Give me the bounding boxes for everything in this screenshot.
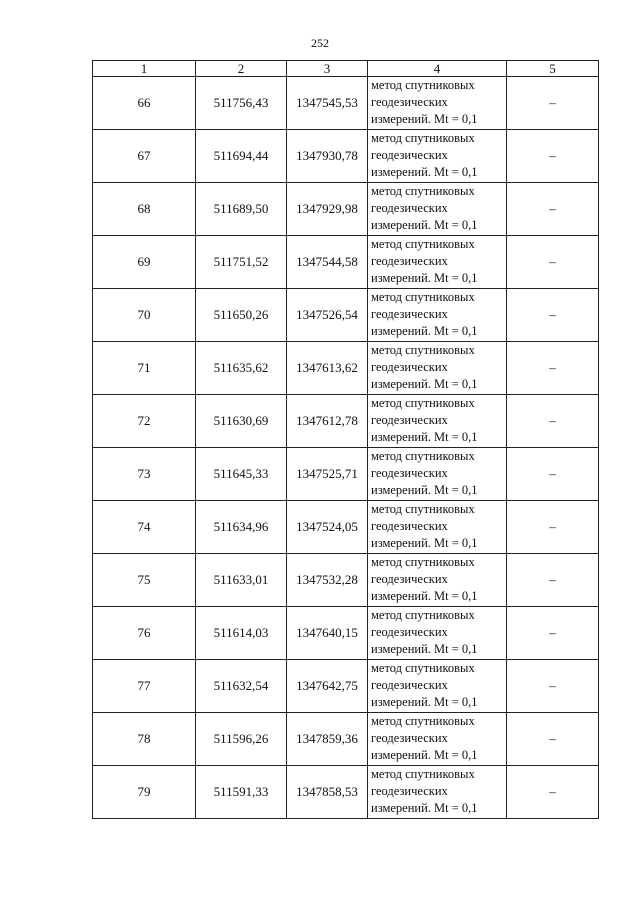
table-row: [93, 660, 599, 713]
table-row: [93, 130, 599, 183]
method-description: [368, 77, 507, 130]
coordinate-x: 511591,33: [196, 766, 287, 819]
coordinate-y: 1347524,05: [287, 501, 368, 554]
method-line-2: геодезических: [371, 360, 448, 374]
table-row: [93, 766, 599, 819]
coordinate-y: 1347613,62: [287, 342, 368, 395]
method-description: [368, 183, 507, 236]
coordinate-y: 1347859,36: [287, 713, 368, 766]
method-line-2: геодезических: [371, 625, 448, 639]
coordinate-x: 511756,43: [196, 77, 287, 130]
table-row: [93, 554, 599, 607]
coordinate-x: 511645,33: [196, 448, 287, 501]
method-description: [368, 713, 507, 766]
method-line-3: измерений. Mt = 0,1: [371, 642, 478, 656]
column-5-value: –: [507, 713, 599, 766]
table-row: [93, 395, 599, 448]
coordinate-x: 511650,26: [196, 289, 287, 342]
method-line-2: геодезических: [371, 784, 448, 798]
table-body: [93, 77, 599, 819]
method-description: [368, 766, 507, 819]
column-5-value: –: [507, 448, 599, 501]
method-description: [368, 554, 507, 607]
coordinate-x: 511633,01: [196, 554, 287, 607]
point-number: 69: [93, 236, 196, 289]
coordinate-y: 1347930,78: [287, 130, 368, 183]
method-line-3: измерений. Mt = 0,1: [371, 695, 478, 709]
method-description: [368, 607, 507, 660]
coordinate-x: 511596,26: [196, 713, 287, 766]
method-line-2: геодезических: [371, 307, 448, 321]
method-line-1: метод спутниковых: [371, 449, 475, 463]
method-line-1: метод спутниковых: [371, 714, 475, 728]
column-5-value: –: [507, 236, 599, 289]
point-number: 77: [93, 660, 196, 713]
point-number: 67: [93, 130, 196, 183]
method-line-3: измерений. Mt = 0,1: [371, 430, 478, 444]
table-row: [93, 183, 599, 236]
method-description: [368, 289, 507, 342]
column-5-value: –: [507, 607, 599, 660]
method-line-2: геодезических: [371, 519, 448, 533]
table-row: [93, 77, 599, 130]
coordinate-x: 511694,44: [196, 130, 287, 183]
method-line-1: метод спутниковых: [371, 608, 475, 622]
method-line-3: измерений. Mt = 0,1: [371, 748, 478, 762]
method-line-1: метод спутниковых: [371, 502, 475, 516]
column-5-value: –: [507, 766, 599, 819]
table-row: [93, 448, 599, 501]
method-line-3: измерений. Mt = 0,1: [371, 218, 478, 232]
method-line-3: измерений. Mt = 0,1: [371, 589, 478, 603]
method-line-1: метод спутниковых: [371, 767, 475, 781]
coordinate-x: 511630,69: [196, 395, 287, 448]
method-line-1: метод спутниковых: [371, 184, 475, 198]
coordinate-x: 511614,03: [196, 607, 287, 660]
method-description: [368, 660, 507, 713]
column-header-3: 3: [287, 61, 368, 77]
column-5-value: –: [507, 660, 599, 713]
method-line-1: метод спутниковых: [371, 78, 475, 92]
method-description: [368, 130, 507, 183]
table-row: [93, 342, 599, 395]
method-line-3: измерений. Mt = 0,1: [371, 324, 478, 338]
coordinates-table: [92, 60, 599, 819]
coordinate-x: 511751,52: [196, 236, 287, 289]
method-line-2: геодезических: [371, 148, 448, 162]
point-number: 78: [93, 713, 196, 766]
method-line-1: метод спутниковых: [371, 131, 475, 145]
column-5-value: –: [507, 130, 599, 183]
coordinate-y: 1347858,53: [287, 766, 368, 819]
method-line-1: метод спутниковых: [371, 343, 475, 357]
method-line-1: метод спутниковых: [371, 290, 475, 304]
coordinate-y: 1347612,78: [287, 395, 368, 448]
column-5-value: –: [507, 183, 599, 236]
method-line-3: измерений. Mt = 0,1: [371, 536, 478, 550]
coordinate-y: 1347525,71: [287, 448, 368, 501]
method-line-3: измерений. Mt = 0,1: [371, 801, 478, 815]
column-header-1: 1: [93, 61, 196, 77]
coordinate-x: 511634,96: [196, 501, 287, 554]
method-line-2: геодезических: [371, 466, 448, 480]
method-line-3: измерений. Mt = 0,1: [371, 271, 478, 285]
coordinate-y: 1347640,15: [287, 607, 368, 660]
coordinate-y: 1347642,75: [287, 660, 368, 713]
method-line-1: метод спутниковых: [371, 661, 475, 675]
table-row: [93, 236, 599, 289]
method-line-2: геодезических: [371, 95, 448, 109]
column-header-5: 5: [507, 61, 599, 77]
table-header-row: [93, 61, 599, 77]
coordinate-x: 511632,54: [196, 660, 287, 713]
method-line-2: геодезических: [371, 572, 448, 586]
method-line-2: геодезических: [371, 731, 448, 745]
point-number: 79: [93, 766, 196, 819]
method-line-2: геодезических: [371, 201, 448, 215]
column-5-value: –: [507, 77, 599, 130]
method-description: [368, 395, 507, 448]
method-line-3: измерений. Mt = 0,1: [371, 483, 478, 497]
point-number: 71: [93, 342, 196, 395]
coordinate-y: 1347532,28: [287, 554, 368, 607]
method-line-1: метод спутниковых: [371, 555, 475, 569]
point-number: 70: [93, 289, 196, 342]
point-number: 68: [93, 183, 196, 236]
table-row: [93, 607, 599, 660]
method-line-3: измерений. Mt = 0,1: [371, 165, 478, 179]
column-header-2: 2: [196, 61, 287, 77]
coordinate-y: 1347544,58: [287, 236, 368, 289]
method-line-3: измерений. Mt = 0,1: [371, 112, 478, 126]
method-line-2: геодезических: [371, 254, 448, 268]
column-5-value: –: [507, 289, 599, 342]
point-number: 76: [93, 607, 196, 660]
coordinate-y: 1347526,54: [287, 289, 368, 342]
method-line-2: геодезических: [371, 678, 448, 692]
method-line-2: геодезических: [371, 413, 448, 427]
method-description: [368, 342, 507, 395]
point-number: 72: [93, 395, 196, 448]
column-header-4: 4: [368, 61, 507, 77]
coordinate-y: 1347545,53: [287, 77, 368, 130]
method-description: [368, 448, 507, 501]
method-line-1: метод спутниковых: [371, 396, 475, 410]
page-number: 252: [311, 36, 329, 50]
coordinate-x: 511689,50: [196, 183, 287, 236]
table-row: [93, 713, 599, 766]
method-description: [368, 236, 507, 289]
column-5-value: –: [507, 395, 599, 448]
method-line-1: метод спутниковых: [371, 237, 475, 251]
column-5-value: –: [507, 342, 599, 395]
point-number: 73: [93, 448, 196, 501]
column-5-value: –: [507, 554, 599, 607]
coordinate-y: 1347929,98: [287, 183, 368, 236]
method-description: [368, 501, 507, 554]
coordinate-x: 511635,62: [196, 342, 287, 395]
table-row: [93, 289, 599, 342]
table-row: [93, 501, 599, 554]
point-number: 74: [93, 501, 196, 554]
point-number: 66: [93, 77, 196, 130]
column-5-value: –: [507, 501, 599, 554]
method-line-3: измерений. Mt = 0,1: [371, 377, 478, 391]
point-number: 75: [93, 554, 196, 607]
